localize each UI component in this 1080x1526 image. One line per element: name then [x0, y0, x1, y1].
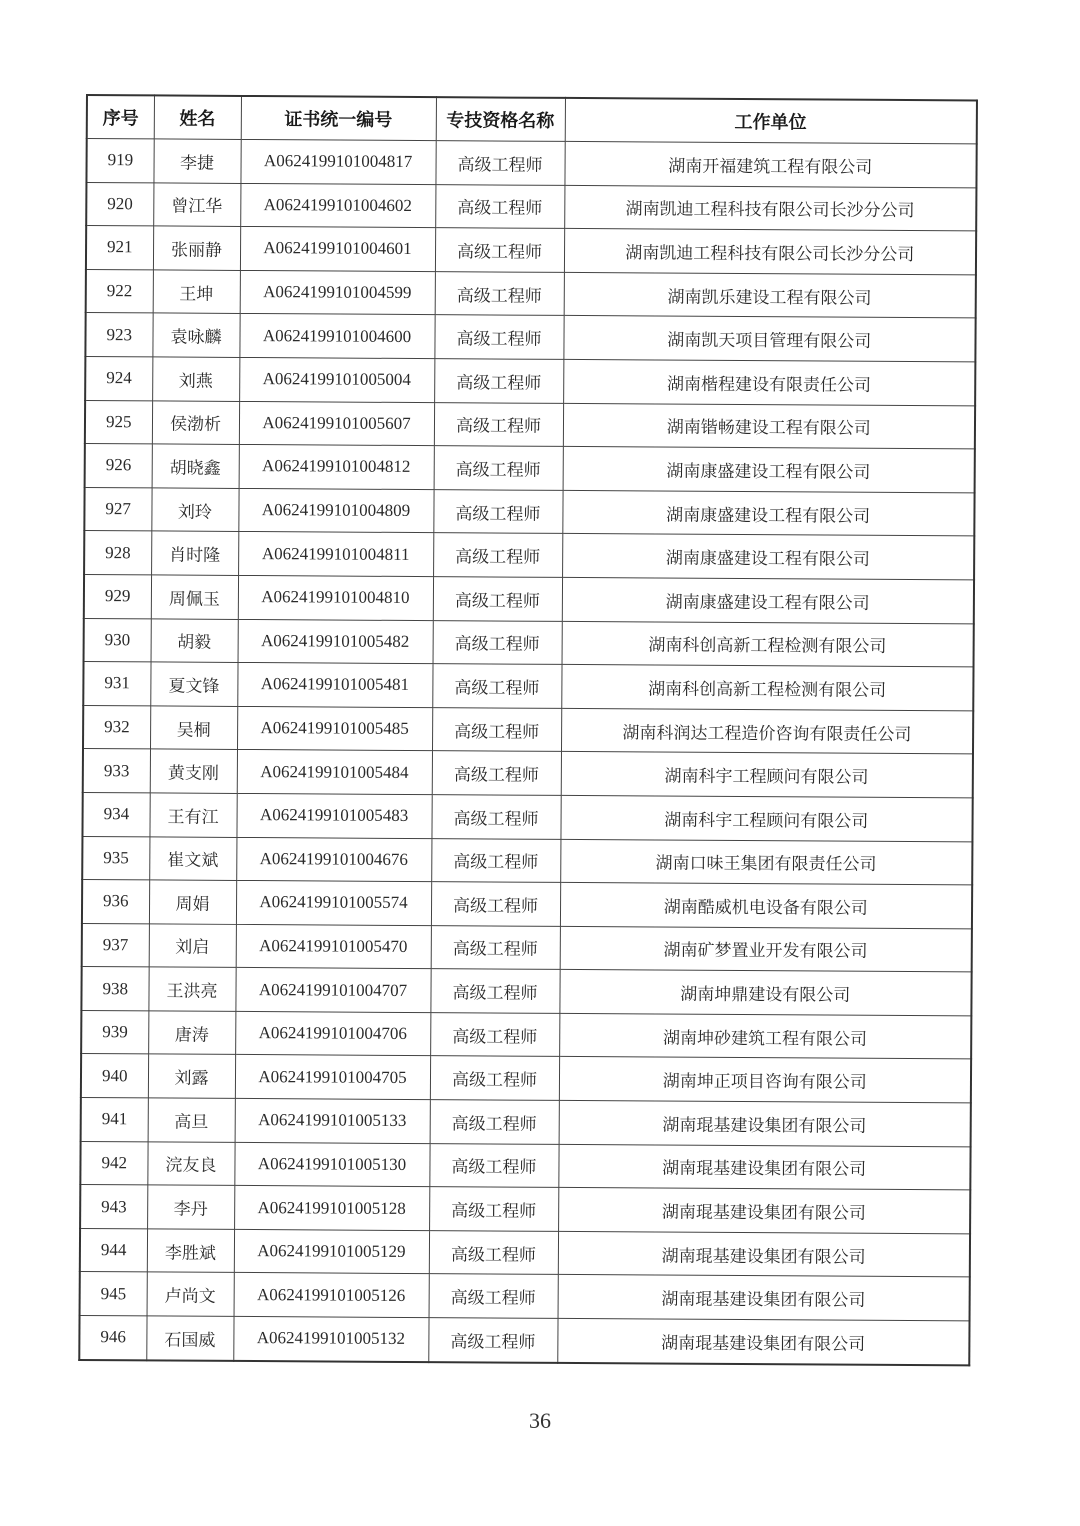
cell-employer: 湖南琨基建设集团有限公司 [558, 1188, 970, 1234]
cell-qualification: 高级工程师 [430, 1056, 559, 1100]
cell-index: 926 [85, 444, 152, 488]
cell-employer: 湖南酷威机电设备有限公司 [560, 883, 972, 929]
cell-index: 932 [83, 705, 150, 749]
table-row [81, 1054, 971, 1103]
cell-cert-no: A0624199101004809 [238, 488, 433, 533]
table-row [84, 618, 974, 667]
cell-cert-no: A0624199101004602 [240, 183, 435, 228]
cell-qualification: 高级工程师 [433, 533, 562, 577]
cell-employer: 湖南口味王集团有限责任公司 [560, 839, 972, 885]
cell-cert-no: A0624199101004600 [239, 314, 434, 359]
cell-index: 928 [84, 531, 151, 575]
cell-employer: 湖南凯天项目管理有限公司 [563, 316, 975, 362]
cell-cert-no: A0624199101004707 [235, 968, 430, 1013]
cell-cert-no: A0624199101005481 [237, 663, 432, 708]
cell-employer: 湖南科创高新工程检测有限公司 [562, 621, 974, 667]
cell-employer: 湖南开福建筑工程有限公司 [564, 141, 976, 187]
table-row [81, 1098, 971, 1147]
page-number: 36 [529, 1408, 551, 1433]
cell-qualification: 高级工程师 [435, 184, 564, 228]
cell-qualification: 高级工程师 [429, 1230, 558, 1274]
table-row [80, 1272, 970, 1321]
table-row [81, 1010, 971, 1059]
cell-qualification: 高级工程师 [434, 402, 563, 446]
cell-qualification: 高级工程师 [431, 925, 560, 969]
cell-index: 942 [80, 1141, 147, 1185]
cell-qualification: 高级工程师 [429, 1143, 558, 1187]
cell-qualification: 高级工程师 [431, 795, 560, 839]
header-name: 姓名 [154, 95, 241, 139]
cell-name: 王有江 [149, 793, 236, 837]
header-cert-no: 证书统一编号 [241, 96, 436, 141]
cell-employer: 湖南科宇工程顾问有限公司 [560, 795, 972, 841]
cell-employer: 湖南康盛建设工程有限公司 [562, 577, 974, 623]
cell-cert-no: A0624199101004676 [236, 837, 431, 882]
cell-name: 黄支刚 [150, 749, 237, 793]
cell-qualification: 高级工程师 [432, 664, 561, 708]
cell-cert-no: A0624199101005128 [234, 1186, 429, 1231]
cell-name: 胡晓鑫 [152, 444, 239, 488]
header-index: 序号 [87, 95, 154, 139]
cell-name: 李丹 [147, 1185, 234, 1229]
cell-index: 939 [81, 1010, 148, 1054]
table-row [82, 836, 972, 885]
cell-name: 周佩玉 [151, 575, 238, 619]
cell-employer: 湖南楷程建设有限责任公司 [563, 359, 975, 405]
cell-employer: 湖南科润达工程造价咨询有限责任公司 [561, 708, 973, 754]
cell-cert-no: A0624199101005483 [236, 793, 431, 838]
table-row [79, 1316, 969, 1366]
cell-index: 935 [82, 836, 149, 880]
cell-index: 937 [82, 923, 149, 967]
cell-qualification: 高级工程师 [428, 1318, 557, 1363]
table-row [85, 444, 975, 493]
cell-cert-no: A0624199101005132 [233, 1316, 428, 1361]
cell-cert-no: A0624199101004812 [239, 445, 434, 490]
cell-qualification: 高级工程师 [433, 620, 562, 664]
table-row [81, 967, 971, 1016]
cell-cert-no: A0624199101004705 [235, 1055, 430, 1100]
cell-index: 931 [83, 662, 150, 706]
cell-name: 浣友良 [147, 1142, 234, 1186]
cell-cert-no: A0624199101004706 [235, 1011, 430, 1056]
table-row [83, 705, 973, 754]
table-row [82, 923, 972, 972]
cell-qualification: 高级工程师 [432, 751, 561, 795]
cell-qualification: 高级工程师 [435, 228, 564, 272]
cell-index: 927 [84, 487, 151, 531]
cell-cert-no: A0624199101005574 [236, 881, 431, 926]
table-row [82, 792, 972, 841]
table-row [80, 1141, 970, 1190]
cell-name: 侯渤析 [152, 400, 239, 444]
cell-name: 曾江华 [153, 183, 240, 227]
cell-employer: 湖南琨基建设集团有限公司 [558, 1275, 970, 1321]
cell-name: 肖时隆 [151, 531, 238, 575]
cell-employer: 湖南康盛建设工程有限公司 [562, 490, 974, 536]
cell-index: 941 [81, 1098, 148, 1142]
header-row [87, 95, 977, 144]
cell-index: 943 [80, 1185, 147, 1229]
cell-employer: 湖南坤鼎建设有限公司 [559, 970, 971, 1016]
cell-name: 吴桐 [150, 706, 237, 750]
cell-qualification: 高级工程师 [434, 315, 563, 359]
cell-qualification: 高级工程师 [429, 1187, 558, 1231]
cell-name: 刘燕 [152, 357, 239, 401]
cell-name: 崔文斌 [149, 836, 236, 880]
cell-name: 夏文锋 [150, 662, 237, 706]
cell-cert-no: A0624199101005133 [235, 1098, 430, 1143]
table-row [80, 1228, 970, 1277]
cell-employer: 湖南矿梦置业开发有限公司 [560, 926, 972, 972]
cell-qualification: 高级工程师 [430, 1100, 559, 1144]
cell-index: 934 [82, 792, 149, 836]
cell-name: 卢尚文 [147, 1272, 234, 1316]
cell-employer: 湖南康盛建设工程有限公司 [562, 534, 974, 580]
table-row [86, 269, 976, 318]
table-row [84, 487, 974, 536]
cell-cert-no: A0624199101005470 [236, 924, 431, 969]
table-header [87, 95, 977, 144]
cell-employer: 湖南琨基建设集团有限公司 [559, 1100, 971, 1146]
cell-cert-no: A0624199101005482 [238, 619, 433, 664]
cell-name: 王洪亮 [148, 967, 235, 1011]
cell-cert-no: A0624199101004817 [240, 139, 435, 184]
cell-cert-no: A0624199101004811 [238, 532, 433, 577]
table-row [80, 1185, 970, 1234]
cell-index: 945 [80, 1272, 147, 1316]
cell-cert-no: A0624199101005485 [237, 706, 432, 751]
cell-cert-no: A0624199101004810 [238, 575, 433, 620]
cell-name: 李捷 [153, 139, 240, 183]
cell-cert-no: A0624199101005129 [234, 1229, 429, 1274]
cell-index: 920 [86, 182, 153, 226]
cell-employer: 湖南锴畅建设工程有限公司 [563, 403, 975, 449]
cell-employer: 湖南琨基建设集团有限公司 [557, 1318, 969, 1365]
cell-employer: 湖南科宇工程顾问有限公司 [561, 752, 973, 798]
table-row [86, 139, 976, 188]
table-row [86, 226, 976, 275]
cell-name: 胡毅 [151, 618, 238, 662]
table-row [83, 749, 973, 798]
table-row [85, 313, 975, 362]
table-row [86, 182, 976, 231]
cell-cert-no: A0624199101004599 [240, 270, 435, 315]
cell-qualification: 高级工程师 [435, 141, 564, 185]
table-row [83, 662, 973, 711]
cell-qualification: 高级工程师 [430, 1012, 559, 1056]
cell-name: 张丽静 [153, 226, 240, 270]
cell-cert-no: A0624199101005130 [234, 1142, 429, 1187]
table-row [85, 400, 975, 449]
header-qualification: 专技资格名称 [436, 97, 565, 141]
cell-name: 唐涛 [148, 1011, 235, 1055]
cell-qualification: 高级工程师 [431, 838, 560, 882]
cell-employer: 湖南琨基建设集团有限公司 [558, 1231, 970, 1277]
cell-index: 946 [79, 1316, 146, 1361]
cell-employer: 湖南凯乐建设工程有限公司 [564, 272, 976, 318]
cell-qualification: 高级工程师 [429, 1274, 558, 1318]
cell-index: 940 [81, 1054, 148, 1098]
cell-qualification: 高级工程师 [434, 359, 563, 403]
cell-employer: 湖南凯迪工程科技有限公司长沙分公司 [564, 229, 976, 275]
cell-cert-no: A0624199101005484 [237, 750, 432, 795]
cell-qualification: 高级工程师 [433, 489, 562, 533]
cell-index: 923 [85, 313, 152, 357]
cell-name: 刘玲 [151, 488, 238, 532]
cell-cert-no: A0624199101004601 [240, 227, 435, 272]
cell-employer: 湖南康盛建设工程有限公司 [563, 447, 975, 493]
cell-qualification: 高级工程师 [434, 446, 563, 490]
header-employer: 工作单位 [565, 98, 977, 144]
cell-name: 刘露 [148, 1054, 235, 1098]
cell-qualification: 高级工程师 [431, 882, 560, 926]
cell-qualification: 高级工程师 [435, 271, 564, 315]
table-row [84, 531, 974, 580]
cell-index: 921 [86, 226, 153, 270]
table-row [85, 356, 975, 405]
cell-name: 周娟 [149, 880, 236, 924]
cell-cert-no: A0624199101005607 [239, 401, 434, 446]
table-row [84, 574, 974, 623]
table-row [82, 880, 972, 929]
cell-qualification: 高级工程师 [433, 577, 562, 621]
cell-name: 刘启 [149, 924, 236, 968]
cell-index: 919 [86, 139, 153, 183]
cell-name: 袁咏麟 [152, 313, 239, 357]
cell-index: 930 [84, 618, 151, 662]
cell-index: 924 [85, 356, 152, 400]
cell-name: 王坤 [153, 270, 240, 314]
cell-name: 石国威 [146, 1316, 233, 1361]
cell-index: 933 [83, 749, 150, 793]
cell-employer: 湖南科创高新工程检测有限公司 [561, 665, 973, 711]
cell-index: 925 [85, 400, 152, 444]
cell-qualification: 高级工程师 [432, 707, 561, 751]
table-body [79, 139, 976, 1366]
cell-name: 李胜斌 [147, 1229, 234, 1273]
cell-cert-no: A0624199101005004 [239, 357, 434, 402]
cell-index: 936 [82, 880, 149, 924]
cell-index: 929 [84, 574, 151, 618]
cell-index: 922 [86, 269, 153, 313]
cell-employer: 湖南坤砂建筑工程有限公司 [559, 1013, 971, 1059]
cell-qualification: 高级工程师 [430, 969, 559, 1013]
cell-employer: 湖南凯迪工程科技有限公司长沙分公司 [564, 185, 976, 231]
cell-cert-no: A0624199101005126 [234, 1273, 429, 1318]
cell-employer: 湖南坤正项目咨询有限公司 [559, 1057, 971, 1103]
certificate-table [78, 94, 978, 1366]
cell-index: 938 [81, 967, 148, 1011]
cell-name: 高旦 [148, 1098, 235, 1142]
cell-employer: 湖南琨基建设集团有限公司 [558, 1144, 970, 1190]
cell-index: 944 [80, 1228, 147, 1272]
